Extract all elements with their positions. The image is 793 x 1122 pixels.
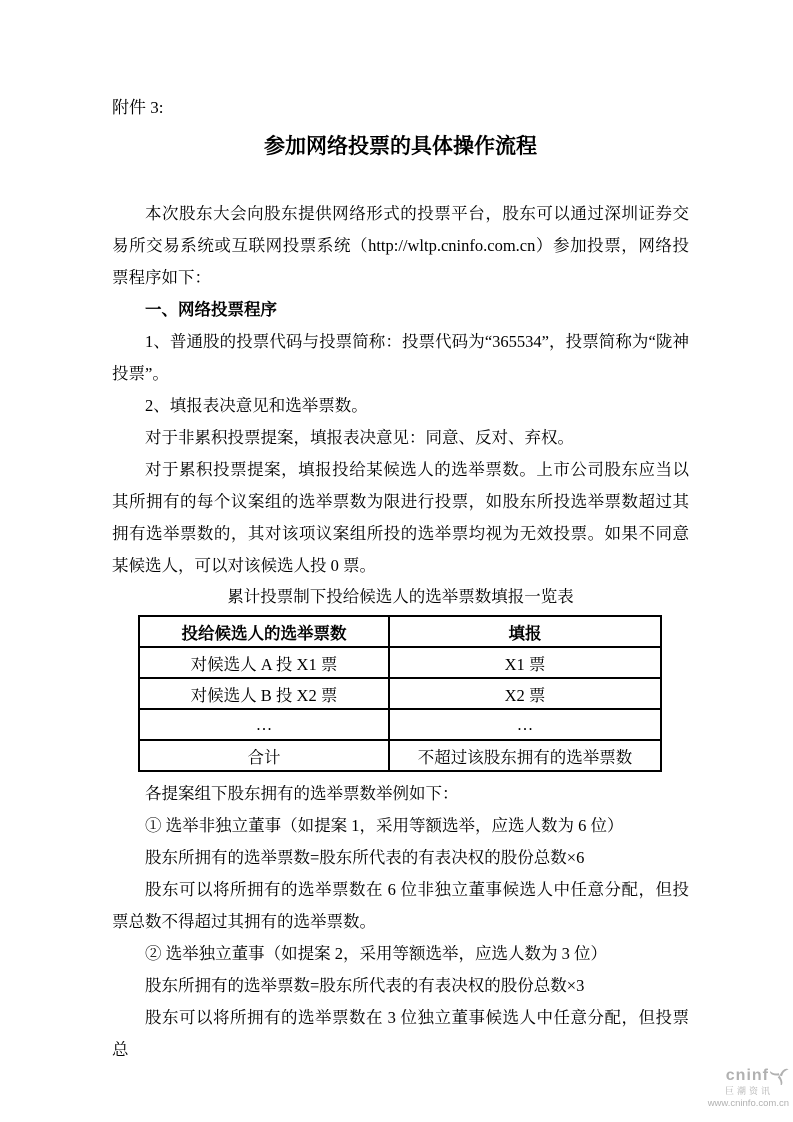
table-row bbox=[139, 709, 661, 740]
table-header-row bbox=[139, 616, 661, 647]
page-title: 参加网络投票的具体操作流程 bbox=[264, 134, 537, 158]
cninfo-url: www.cninfo.com.cn bbox=[707, 1098, 789, 1109]
table-cell: … bbox=[139, 709, 389, 740]
table-cell: 不超过该股东拥有的选举票数 bbox=[389, 740, 661, 771]
paragraph: 股东所拥有的选举票数=股东所代表的有表决权的股份总数×3 bbox=[145, 976, 585, 995]
paragraph: 对于累积投票提案，填报投给某候选人的选举票数。上市公司股东应当以其所拥有的每个议案组的选举票数为限进行投票，如股东所投选举票数超过其拥有选举票数的，其对该项议案组所投的选举票均视为无效投票。如果不同意某候选人，可以对该候选人投 0 票。 bbox=[112, 460, 689, 575]
document-content bbox=[112, 97, 689, 1066]
body-text bbox=[112, 198, 689, 1066]
table-cell: … bbox=[389, 709, 661, 740]
paragraphs-after-table bbox=[112, 778, 689, 1066]
cninfo-chinese-name: 巨潮资讯 bbox=[724, 1086, 773, 1096]
table-row bbox=[139, 678, 661, 709]
paragraph: ② 选举独立董事（如提案 2，采用等额选举，应选人数为 3 位） bbox=[145, 944, 607, 963]
table-cell: 对候选人 A 投 X1 票 bbox=[139, 647, 389, 678]
table-cell: 合计 bbox=[139, 740, 389, 771]
table-cell: 对候选人 B 投 X2 票 bbox=[139, 678, 389, 709]
paragraph: 各提案组下股东拥有的选举票数举例如下： bbox=[145, 784, 459, 803]
paragraph: 2、填报表决意见和选举票数。 bbox=[145, 396, 368, 415]
table-caption: 累计投票制下投给候选人的选举票数填报一览表 bbox=[227, 587, 574, 606]
table-cell: X2 票 bbox=[389, 678, 661, 709]
section-heading: 一、网络投票程序 bbox=[145, 300, 277, 319]
paragraph: 股东可以将所拥有的选举票数在 6 位非独立董事候选人中任意分配，但投票总数不得超过其拥有的选举票数。 bbox=[112, 880, 689, 931]
cninfo-logo-row bbox=[726, 1066, 789, 1085]
cninfo-brand-text: cninf bbox=[725, 1066, 769, 1084]
table-row bbox=[139, 647, 661, 678]
table-cell: X1 票 bbox=[389, 647, 661, 678]
attachment-label: 附件 3: bbox=[112, 98, 164, 117]
paragraph: 对于非累积投票提案，填报表决意见：同意、反对、弃权。 bbox=[145, 428, 574, 447]
cninfo-swirl-icon bbox=[770, 1066, 789, 1085]
vote-allocation-table bbox=[138, 615, 662, 772]
paragraph: ① 选举非独立董事（如提案 1，采用等额选举，应选人数为 6 位） bbox=[145, 816, 624, 835]
paragraph: 本次股东大会向股东提供网络形式的投票平台，股东可以通过深圳证券交易所交易系统或互联网投票系统（http://wltp.cninfo.com.cn）参加投票，网络投票程序如下： bbox=[112, 204, 689, 287]
table-header-cell: 投给候选人的选举票数 bbox=[139, 616, 389, 647]
paragraph: 股东可以将所拥有的选举票数在 3 位独立董事候选人中任意分配，但投票总 bbox=[112, 1008, 689, 1059]
table-row bbox=[139, 740, 661, 771]
cninfo-logo bbox=[708, 1066, 789, 1109]
paragraph: 1、普通股的投票代码与投票简称：投票代码为“365534”，投票简称为“陇神投票”。 bbox=[112, 332, 689, 383]
table-header-cell: 填报 bbox=[389, 616, 661, 647]
paragraph: 股东所拥有的选举票数=股东所代表的有表决权的股份总数×6 bbox=[145, 848, 585, 867]
paragraphs-before-table bbox=[112, 198, 689, 582]
